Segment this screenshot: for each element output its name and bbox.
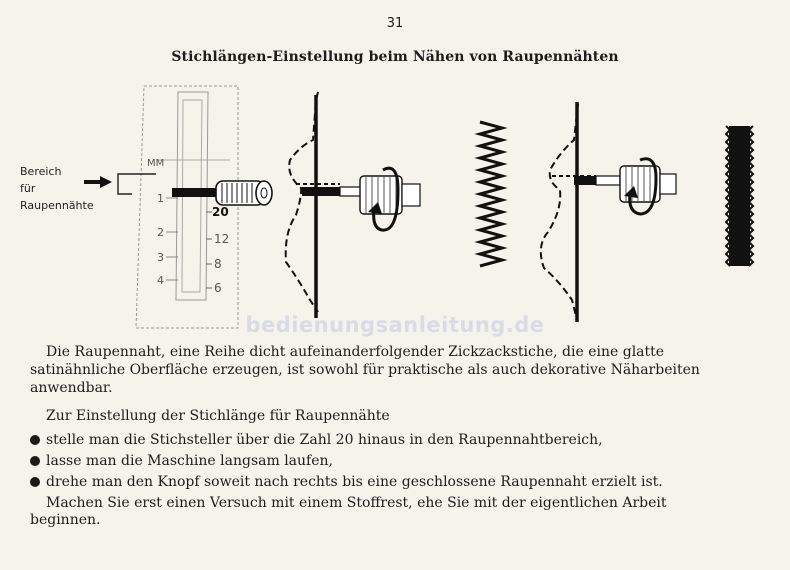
intro-line-3: anwendbar. [30, 380, 113, 396]
list-item: drehe man den Knopf soweit nach rechts bis eine geschlossene Raupennaht erzielt ist. [30, 472, 770, 493]
scale-left-4: 4 [157, 274, 164, 287]
closing-line-1: Machen Sie erst einen Versuch mit einem Stoffrest, ehe Sie mit der eigentlichen Arbeit [46, 495, 667, 511]
scale-left-1: 1 [157, 192, 164, 205]
satin-stitch [726, 126, 753, 266]
closing-paragraph [30, 495, 770, 529]
open-zigzag-stitch [480, 122, 502, 266]
stitch-length-illustration [0, 78, 790, 340]
scale-right-6: 6 [214, 281, 222, 295]
label-line-2: für [20, 182, 36, 195]
list-item: lasse man die Maschine langsam laufen, [30, 451, 770, 472]
scale-left-2: 2 [157, 226, 164, 239]
label-line-3: Raupennähte [20, 199, 94, 212]
page-title: Stichlängen-Einstellung beim Nähen von Raupennähten [171, 49, 619, 65]
knob-with-rotate-arrow-icon-2 [620, 159, 676, 214]
page-number: 31 [386, 16, 404, 31]
watermark: bedienungsanleitung.de [245, 313, 545, 337]
scale-right-8: 8 [214, 257, 222, 271]
instruction-list [30, 430, 770, 493]
scale-unit-mm: MM [147, 158, 165, 169]
arrow-right-icon [84, 176, 112, 188]
regulator-side-view-1 [286, 92, 362, 318]
closing-line-2: beginnen. [30, 512, 101, 528]
intro-line-1: Die Raupennaht, eine Reihe dicht aufeinanderfolgender Zickzackstiche, die eine glatte [46, 344, 665, 360]
knob-with-rotate-arrow-icon [360, 168, 420, 230]
label-line-1: Bereich [20, 165, 62, 178]
range-bracket [118, 174, 156, 194]
list-item: stelle man die Stichsteller über die Zahl 20 hinaus in den Raupennahtbereich, [30, 430, 770, 451]
regulator-side-view-2 [541, 102, 620, 322]
subheading: Zur Einstellung der Stichlänge für Raupennähte [46, 408, 390, 424]
scale-right-12: 12 [214, 232, 230, 246]
intro-paragraph [30, 343, 758, 397]
stitch-selector-knob-icon [172, 181, 272, 205]
scale-left-3: 3 [157, 251, 164, 264]
intro-line-2: satinähnliche Oberfläche erzeugen, ist sowohl für praktische als auch dekorative Näharbeiten [30, 362, 700, 378]
scale-right-20: 20 [212, 205, 229, 219]
